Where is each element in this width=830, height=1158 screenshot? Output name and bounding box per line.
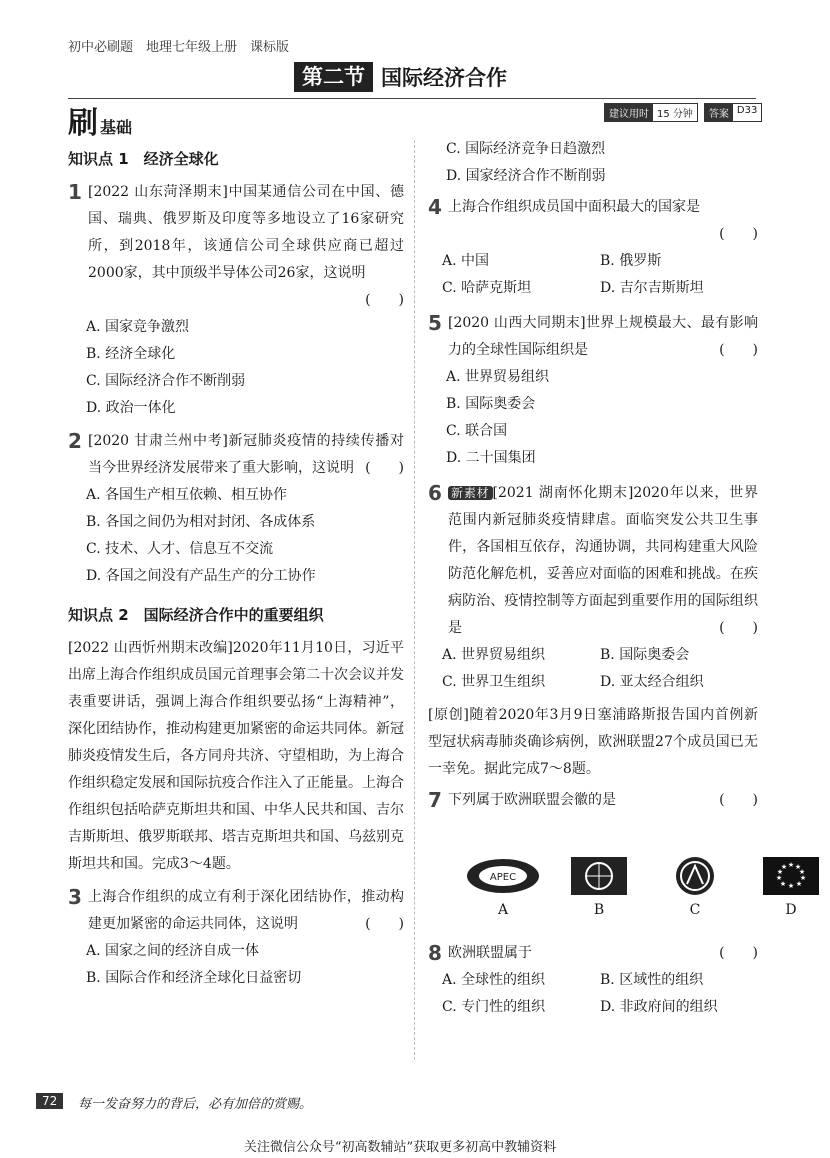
stem-text: 欧洲联盟属于	[448, 945, 532, 961]
question-stem	[448, 940, 758, 967]
option: A. 世界贸易组织	[446, 369, 550, 385]
reading-passage: [原创]随着2020年3月9日塞浦路斯报告国内首例新型冠状病毒肺炎确诊病例，欧洲联盟27个成员国已无一幸免。据此完成7～8题。	[428, 707, 758, 777]
option: A. 中国	[442, 253, 490, 269]
option: D. 国家经济合作不断削弱	[446, 168, 606, 184]
option: A. 各国生产相互依赖、相互协作	[86, 487, 288, 503]
option: A. 国家之间的经济自成一体	[86, 943, 260, 959]
svg-text:★: ★	[795, 880, 803, 888]
option: C. 世界卫生组织	[442, 674, 546, 690]
option: C. 国际经济竞争日趋激烈	[446, 141, 606, 157]
option: C. 专门性的组织	[442, 999, 546, 1015]
option: B. 各国之间仍为相对封闭、各成体系	[86, 514, 316, 530]
question-stem	[448, 194, 758, 248]
stem-text: 上海合作组织成员国中面积最大的国家是	[448, 199, 700, 215]
un-logo-icon	[569, 856, 629, 896]
emblem-b	[560, 856, 638, 918]
question-number: 5	[428, 311, 442, 335]
option: B. 经济全球化	[86, 346, 176, 362]
apec-logo-icon	[466, 856, 540, 896]
emblem-label: D	[785, 902, 797, 918]
svg-text:★: ★	[799, 874, 807, 882]
answer-paren: ( )	[719, 620, 758, 636]
question-8	[428, 940, 758, 967]
stem-text: [2021 湖南怀化期末]2020年以来，世界范围内新冠肺炎疫情肆虐。面临突发公共卫生事件，各国相互依存，沟通协调，共同构建重大风险防范化解危机，妥善应对面临的困难和挑战。在疾病防治、疫情控制等方面起到重要作用的国际组织是	[448, 485, 758, 636]
option: D. 政治一体化	[86, 400, 176, 416]
apec-text: APEC	[489, 872, 517, 883]
answer-value: D33	[736, 105, 758, 116]
question-stem	[448, 310, 758, 364]
svg-text:★: ★	[775, 874, 783, 882]
left-column	[68, 138, 404, 992]
option: C. 国际经济合作不断削弱	[86, 373, 246, 389]
svg-text:★: ★	[798, 868, 806, 876]
option: D. 亚太经合组织	[600, 674, 704, 690]
option: A. 全球性的组织	[442, 972, 546, 988]
option: B. 俄罗斯	[600, 253, 662, 269]
option: A. 国家竞争激烈	[86, 319, 190, 335]
answer-paren: ( )	[719, 226, 758, 242]
option: C. 哈萨克斯坦	[442, 280, 532, 296]
question-5	[428, 310, 758, 364]
options-grid	[442, 642, 758, 696]
asean-logo-icon	[673, 856, 717, 896]
question-stem	[88, 884, 404, 938]
svg-text:★: ★	[780, 863, 788, 871]
emblem-label: C	[689, 902, 701, 918]
stem-text: [2020 甘肃兰州中考]新冠肺炎疫情的持续传播对当今世界经济发展带来了重大影响，这说明	[88, 433, 404, 476]
emblem-c	[656, 856, 734, 918]
answer-tag	[704, 103, 762, 122]
section-title: 国际经济合作	[381, 65, 507, 90]
brand-main: 刷	[68, 106, 98, 141]
stem-text: 下列属于欧洲联盟会徽的是	[448, 792, 616, 808]
time-value: 15 分钟	[657, 109, 693, 120]
answer-paren: ( )	[365, 292, 404, 308]
emblem-d	[752, 856, 830, 918]
question-number: 8	[428, 941, 442, 965]
question-3	[68, 884, 404, 938]
section-number: 第二节	[294, 62, 373, 92]
options-grid	[442, 248, 758, 302]
stem-text: [2020 山西大同期末]世界上规模最大、最有影响力的全球性国际组织是	[448, 315, 758, 358]
time-label: 建议用时	[605, 104, 653, 121]
question-1	[68, 179, 404, 314]
question-number: 2	[68, 429, 82, 453]
emblem-label: B	[593, 902, 605, 918]
emblem-label: A	[497, 902, 509, 918]
right-column	[428, 136, 758, 814]
svg-text:★: ★	[787, 861, 795, 869]
motto-text: 每一发奋努力的背后，必有加倍的赏赐。	[78, 1097, 313, 1112]
emblem-a	[464, 856, 542, 918]
option: B. 国际奥委会	[600, 647, 690, 663]
question-number: 6	[428, 481, 442, 505]
reading-passage: [2022 山西忻州期末改编]2020年11月10日，习近平出席上海合作组织成员国元首理事会第二十次会议并发表重要讲话，强调上海合作组织要弘扬“上海精神”，深化团结协作，推动构建更加紧密的命运共同体。新冠肺炎疫情发生后，各方同舟共济、守望相助，为上海合作组织稳定发展和国际抗疫合作注入了正能量。上海合作组织包括哈萨克斯坦共和国、中华人民共和国、吉尔吉斯斯坦、俄罗斯联邦、塔吉克斯坦共和国、乌兹别克斯坦共和国。完成3～4题。	[68, 640, 404, 872]
page-number: 72	[36, 1093, 63, 1109]
option: C. 技术、人才、信息互不交流	[86, 541, 274, 557]
option: B. 国际奥委会	[446, 396, 536, 412]
svg-text:★: ★	[779, 880, 787, 888]
question-7	[428, 787, 758, 814]
footer-text: 关注微信公众号“初高数辅站”获取更多初高中教辅资料	[243, 1140, 557, 1155]
option: D. 各国之间没有产品生产的分工协作	[86, 568, 316, 584]
brand-sub: 基础	[100, 118, 133, 137]
answer-paren: ( )	[719, 945, 758, 961]
brand-label	[68, 98, 132, 142]
question-number: 7	[428, 788, 442, 812]
option: B. 国际合作和经济全球化日益密切	[86, 970, 302, 986]
answer-paren: ( )	[719, 792, 758, 808]
options-grid	[442, 967, 758, 1021]
question-number: 1	[68, 180, 82, 204]
header-rule	[68, 98, 756, 99]
answer-paren: ( )	[365, 460, 404, 476]
option: B. 区域性的组织	[600, 972, 704, 988]
question-number: 3	[68, 885, 82, 909]
option: A. 世界贸易组织	[442, 647, 546, 663]
eu-flag-icon	[761, 856, 821, 896]
stem-text: [2022 山东菏泽期末]中国某通信公司在中国、德国、瑞典、俄罗斯及印度等多地设立了16家研究所，到2018年，该通信公司全球供应商已超过2000家，其中顶级半导体公司26家，这说明	[88, 184, 404, 281]
section-heading	[294, 62, 507, 92]
option: C. 联合国	[446, 423, 508, 439]
column-divider	[414, 140, 415, 1060]
svg-text:★: ★	[776, 868, 784, 876]
option: D. 吉尔吉斯斯坦	[600, 280, 704, 296]
knowledge-point-1: 知识点 1 经济全球化	[68, 150, 219, 168]
series-title: 初中必刷题 地理七年级上册 课标版	[68, 40, 290, 55]
question-4	[428, 194, 758, 248]
knowledge-point-2: 知识点 2 国际经济合作中的重要组织	[68, 606, 324, 624]
svg-text:★: ★	[794, 863, 802, 871]
question-number: 4	[428, 195, 442, 219]
answer-paren: ( )	[719, 342, 758, 358]
option: D. 非政府间的组织	[600, 999, 718, 1015]
time-tag	[604, 103, 698, 122]
answer-label: 答案	[705, 104, 733, 121]
info-tags	[604, 103, 762, 122]
svg-text:★: ★	[787, 882, 795, 890]
question-stem	[88, 428, 404, 482]
question-stem	[88, 179, 404, 314]
stem-text: 上海合作组织的成立有利于深化团结协作，推动构建更加紧密的命运共同体，这说明	[88, 889, 404, 932]
option: D. 二十国集团	[446, 450, 536, 466]
question-2	[68, 428, 404, 482]
right-column-bottom	[428, 940, 758, 1021]
emblem-options	[464, 856, 830, 918]
question-6	[428, 480, 758, 642]
question-stem	[448, 787, 758, 814]
answer-paren: ( )	[365, 916, 404, 932]
question-stem	[448, 480, 758, 642]
new-material-badge: 新素材	[448, 486, 493, 500]
